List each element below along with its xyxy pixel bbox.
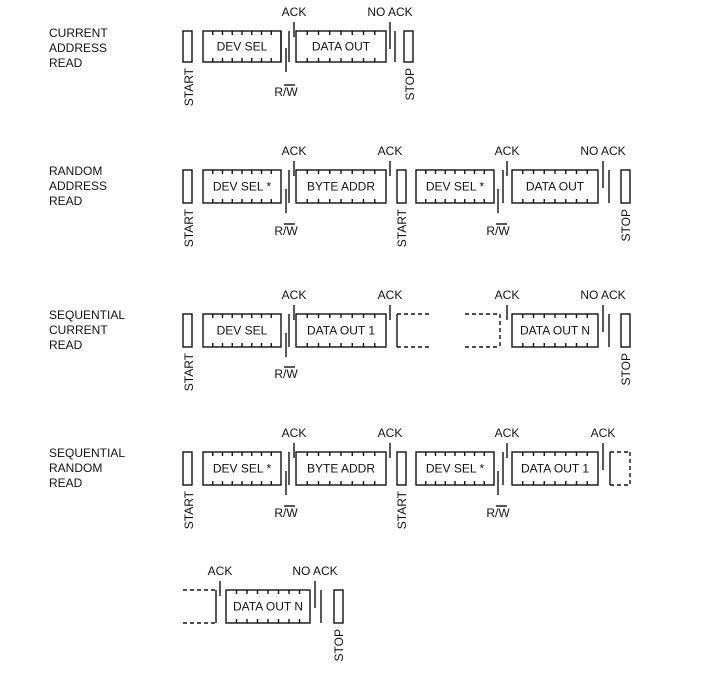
mode-label-line: READ <box>49 476 83 490</box>
field-label: DEV SEL * <box>425 461 485 476</box>
start-label: START <box>182 68 196 107</box>
stop-label: STOP <box>619 209 633 242</box>
field-label: DEV SEL * <box>212 461 272 476</box>
start-label: START <box>182 353 196 392</box>
ack-label: NO ACK <box>580 288 626 302</box>
ack-label: ACK <box>494 144 520 158</box>
field-label: DATA OUT 1 <box>306 323 376 338</box>
rw-label: R/W <box>486 224 510 238</box>
mode-label-line: CURRENT <box>49 26 108 40</box>
mode-label-line: ADDRESS <box>49 179 108 193</box>
field-label: BYTE ADDR <box>306 461 376 476</box>
stop-condition <box>621 170 630 203</box>
field-label: DATA OUT N <box>232 599 304 614</box>
ack-label: ACK <box>377 144 403 158</box>
ack-label: ACK <box>377 426 403 440</box>
stop-condition <box>621 314 630 347</box>
start-condition <box>397 170 406 203</box>
field-label: DEV SEL <box>216 323 268 338</box>
mode-label-line: SEQUENTIAL <box>49 308 126 322</box>
field-label: DATA OUT 1 <box>520 461 590 476</box>
field-label: DATA OUT <box>311 39 371 54</box>
ack-label: ACK <box>281 426 307 440</box>
ack-label: ACK <box>377 288 403 302</box>
field-label: DEV SEL * <box>212 179 272 194</box>
start-label: START <box>182 491 196 530</box>
rw-label: R/W <box>274 85 298 99</box>
mode-label-line: READ <box>49 194 83 208</box>
field-label: DATA OUT N <box>519 323 591 338</box>
ack-label: ACK <box>590 426 616 440</box>
rw-label: R/W <box>274 506 298 520</box>
ack-label: NO ACK <box>580 144 626 158</box>
ack-label: NO ACK <box>292 564 338 578</box>
ack-label: ACK <box>207 564 233 578</box>
stop-condition <box>404 31 413 62</box>
mode-label-line: READ <box>49 338 83 352</box>
mode-label-line: SEQUENTIAL <box>49 446 126 460</box>
mode-label-line: RANDOM <box>49 164 103 178</box>
mode-label-line: RANDOM <box>49 461 103 475</box>
ack-label: ACK <box>281 144 307 158</box>
mode-label-line: READ <box>49 56 83 70</box>
start-label: START <box>395 491 409 530</box>
rw-label: R/W <box>274 224 298 238</box>
ack-label: ACK <box>494 288 520 302</box>
field-label: DEV SEL * <box>425 179 485 194</box>
stop-label: STOP <box>619 353 633 386</box>
start-label: START <box>395 209 409 248</box>
field-label: BYTE ADDR <box>306 179 376 194</box>
ack-label: ACK <box>281 5 307 19</box>
mode-label-line: ADDRESS <box>49 41 108 55</box>
ack-label: ACK <box>281 288 307 302</box>
start-condition <box>183 452 192 485</box>
mode-label-line: CURRENT <box>49 323 108 337</box>
rw-label: R/W <box>274 367 298 381</box>
stop-condition <box>334 590 343 623</box>
field-label: DATA OUT <box>525 179 585 194</box>
rw-label: R/W <box>486 506 510 520</box>
start-label: START <box>182 209 196 248</box>
start-condition <box>397 452 406 485</box>
start-condition <box>183 170 192 203</box>
stop-label: STOP <box>403 68 417 101</box>
field-label: DEV SEL <box>216 39 268 54</box>
ack-label: NO ACK <box>367 5 413 19</box>
stop-label: STOP <box>332 629 346 662</box>
start-condition <box>183 314 192 347</box>
start-condition <box>183 31 192 62</box>
ack-label: ACK <box>494 426 520 440</box>
